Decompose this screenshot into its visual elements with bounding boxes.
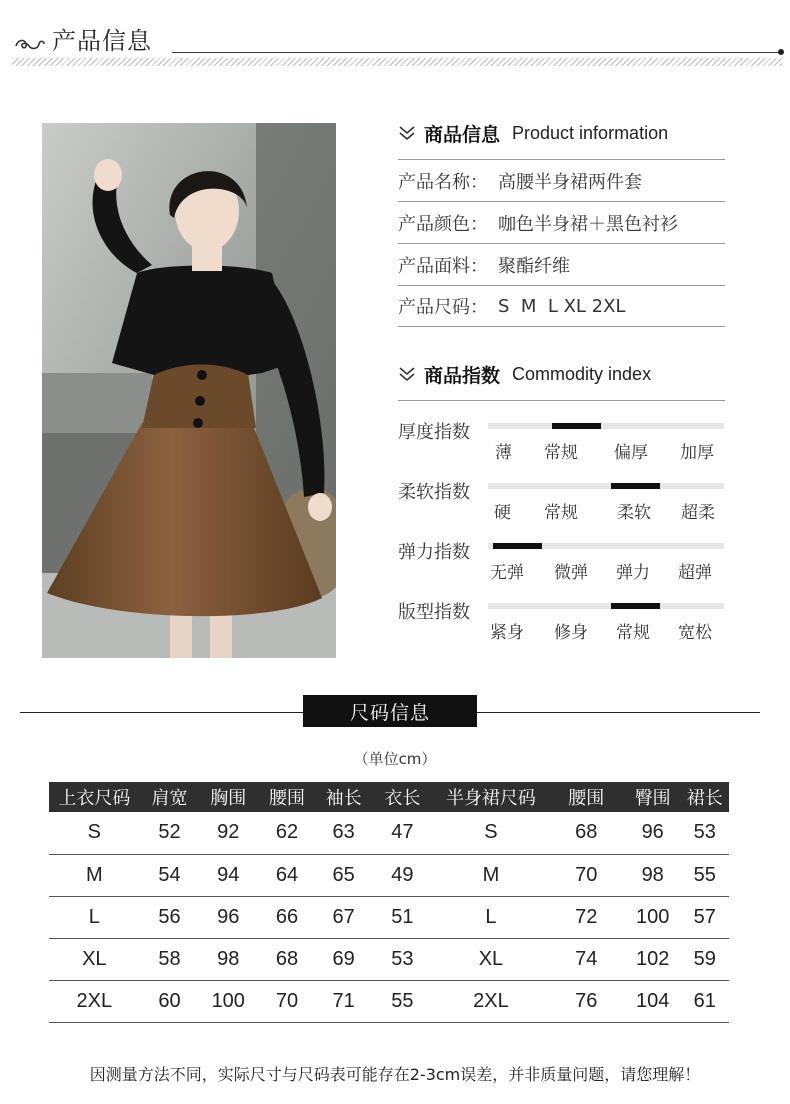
product-photo bbox=[42, 123, 336, 658]
table-cell: 53 bbox=[681, 812, 730, 854]
header-cell: 胸围 bbox=[199, 782, 257, 812]
index-level: 无弹 bbox=[490, 563, 524, 583]
table-cell: 54 bbox=[140, 854, 200, 896]
info-row-color bbox=[398, 201, 725, 243]
index-level: 修身 bbox=[554, 623, 588, 643]
info-key: 产品面料： bbox=[398, 255, 488, 277]
header-cell: 上衣尺码 bbox=[49, 782, 140, 812]
header-cell: 腰围 bbox=[257, 782, 317, 812]
table-cell: L bbox=[434, 896, 547, 938]
header-cell: 肩宽 bbox=[140, 782, 200, 812]
index-level: 加厚 bbox=[680, 443, 714, 463]
size-unit-note: （单位cm） bbox=[353, 750, 437, 768]
index-level: 微弹 bbox=[554, 563, 588, 583]
size-info-title: 尺码信息 bbox=[303, 695, 477, 727]
info-row-name bbox=[398, 159, 725, 201]
info-row-fabric bbox=[398, 243, 725, 285]
double-chevron-down-icon bbox=[398, 366, 416, 382]
index-level: 硬 bbox=[494, 503, 511, 523]
table-cell: 96 bbox=[199, 896, 257, 938]
table-cell: 59 bbox=[681, 938, 730, 980]
table-cell: 51 bbox=[370, 896, 434, 938]
table-row bbox=[49, 896, 729, 938]
table-cell: 74 bbox=[548, 938, 625, 980]
table-cell: 49 bbox=[370, 854, 434, 896]
index-level: 常规 bbox=[616, 623, 650, 643]
info-value: 咖色半身裙＋黑色衬衫 bbox=[498, 213, 678, 235]
table-cell: 70 bbox=[548, 854, 625, 896]
table-cell: 65 bbox=[317, 854, 371, 896]
table-cell: XL bbox=[49, 938, 140, 980]
commodity-index-heading-cn: 商品指数 bbox=[424, 364, 501, 387]
index-marker bbox=[493, 543, 542, 549]
info-value: 聚酯纤维 bbox=[498, 255, 570, 277]
index-marker bbox=[552, 423, 601, 429]
table-row bbox=[49, 812, 729, 854]
table-cell: 2XL bbox=[49, 980, 140, 1022]
index-level: 宽松 bbox=[678, 623, 712, 643]
top-header bbox=[0, 0, 790, 70]
table-cell: 98 bbox=[199, 938, 257, 980]
hatch-divider bbox=[12, 58, 782, 66]
table-cell: 58 bbox=[140, 938, 200, 980]
table-cell: 92 bbox=[199, 812, 257, 854]
index-marker bbox=[611, 603, 660, 609]
index-thickness bbox=[398, 418, 728, 468]
table-cell: 96 bbox=[625, 812, 681, 854]
swirl-ornament-icon bbox=[14, 36, 46, 52]
index-track bbox=[488, 603, 724, 609]
header-cell: 半身裙尺码 bbox=[434, 782, 547, 812]
index-track bbox=[488, 423, 724, 429]
index-level: 柔软 bbox=[617, 503, 651, 523]
header-cell: 臀围 bbox=[625, 782, 681, 812]
table-cell: 69 bbox=[317, 938, 371, 980]
info-value: S M L XL 2XL bbox=[498, 295, 626, 317]
header-cell: 袖长 bbox=[317, 782, 371, 812]
index-softness bbox=[398, 478, 728, 528]
double-chevron-down-icon bbox=[398, 125, 416, 141]
table-row bbox=[49, 980, 729, 1022]
table-cell: 57 bbox=[681, 896, 730, 938]
header-cell: 裙长 bbox=[681, 782, 730, 812]
table-cell: 98 bbox=[625, 854, 681, 896]
table-cell: M bbox=[434, 854, 547, 896]
table-cell: 68 bbox=[257, 938, 317, 980]
table-cell: 72 bbox=[548, 896, 625, 938]
table-cell: 66 bbox=[257, 896, 317, 938]
index-track bbox=[488, 543, 724, 549]
product-info-list bbox=[398, 159, 725, 327]
header-cell: 衣长 bbox=[370, 782, 434, 812]
table-cell: 55 bbox=[681, 854, 730, 896]
table-cell: 71 bbox=[317, 980, 371, 1022]
table-cell: 76 bbox=[548, 980, 625, 1022]
table-cell: 70 bbox=[257, 980, 317, 1022]
product-info-heading-en: Product information bbox=[512, 122, 669, 143]
table-cell: 55 bbox=[370, 980, 434, 1022]
index-label: 版型指数 bbox=[398, 602, 470, 623]
index-track bbox=[488, 483, 724, 489]
table-cell: 63 bbox=[317, 812, 371, 854]
table-cell: 56 bbox=[140, 896, 200, 938]
commodity-index-heading-en: Commodity index bbox=[512, 363, 652, 384]
page-title: 产品信息 bbox=[52, 27, 152, 55]
table-cell: 60 bbox=[140, 980, 200, 1022]
table-cell: 100 bbox=[199, 980, 257, 1022]
table-cell: 104 bbox=[625, 980, 681, 1022]
table-cell: 53 bbox=[370, 938, 434, 980]
index-level: 常规 bbox=[544, 443, 578, 463]
table-cell: 102 bbox=[625, 938, 681, 980]
size-table bbox=[49, 782, 729, 1023]
commodity-index-heading bbox=[398, 361, 651, 387]
table-cell: 52 bbox=[140, 812, 200, 854]
index-level: 薄 bbox=[495, 443, 512, 463]
table-cell: L bbox=[49, 896, 140, 938]
table-cell: 100 bbox=[625, 896, 681, 938]
footnote: 因测量方法不同，实际尺寸与尺码表可能存在2-3cm误差，并非质量问题，请您理解！ bbox=[89, 1065, 701, 1084]
index-label: 柔软指数 bbox=[398, 482, 470, 503]
info-key: 产品名称： bbox=[398, 171, 488, 193]
table-cell: 62 bbox=[257, 812, 317, 854]
table-row bbox=[49, 854, 729, 896]
index-elasticity bbox=[398, 538, 728, 588]
rule-end-dot bbox=[778, 49, 784, 55]
table-cell: 61 bbox=[681, 980, 730, 1022]
size-table-header bbox=[49, 782, 729, 812]
table-cell: 68 bbox=[548, 812, 625, 854]
table-cell: 67 bbox=[317, 896, 371, 938]
info-key: 产品颜色： bbox=[398, 213, 488, 235]
info-value: 高腰半身裙两件套 bbox=[498, 171, 642, 193]
index-level: 超柔 bbox=[681, 503, 715, 523]
header-cell: 腰围 bbox=[548, 782, 625, 812]
product-info-heading-cn: 商品信息 bbox=[424, 123, 501, 146]
table-row bbox=[49, 938, 729, 980]
table-cell: S bbox=[49, 812, 140, 854]
index-level: 常规 bbox=[544, 503, 578, 523]
index-marker bbox=[611, 483, 660, 489]
product-info-heading bbox=[398, 120, 668, 146]
index-level: 超弹 bbox=[678, 563, 712, 583]
index-label: 厚度指数 bbox=[398, 422, 470, 443]
info-key: 产品尺码： bbox=[398, 297, 488, 318]
index-level: 弹力 bbox=[616, 563, 650, 583]
index-divider bbox=[398, 400, 725, 401]
table-cell: 47 bbox=[370, 812, 434, 854]
table-cell: M bbox=[49, 854, 140, 896]
index-level: 紧身 bbox=[490, 623, 524, 643]
table-cell: S bbox=[434, 812, 547, 854]
info-row-size bbox=[398, 285, 725, 327]
title-rule bbox=[172, 52, 780, 53]
table-cell: 64 bbox=[257, 854, 317, 896]
index-label: 弹力指数 bbox=[398, 542, 470, 563]
table-cell: 2XL bbox=[434, 980, 547, 1022]
index-level: 偏厚 bbox=[614, 443, 648, 463]
table-cell: XL bbox=[434, 938, 547, 980]
index-fit bbox=[398, 598, 728, 648]
table-cell: 94 bbox=[199, 854, 257, 896]
